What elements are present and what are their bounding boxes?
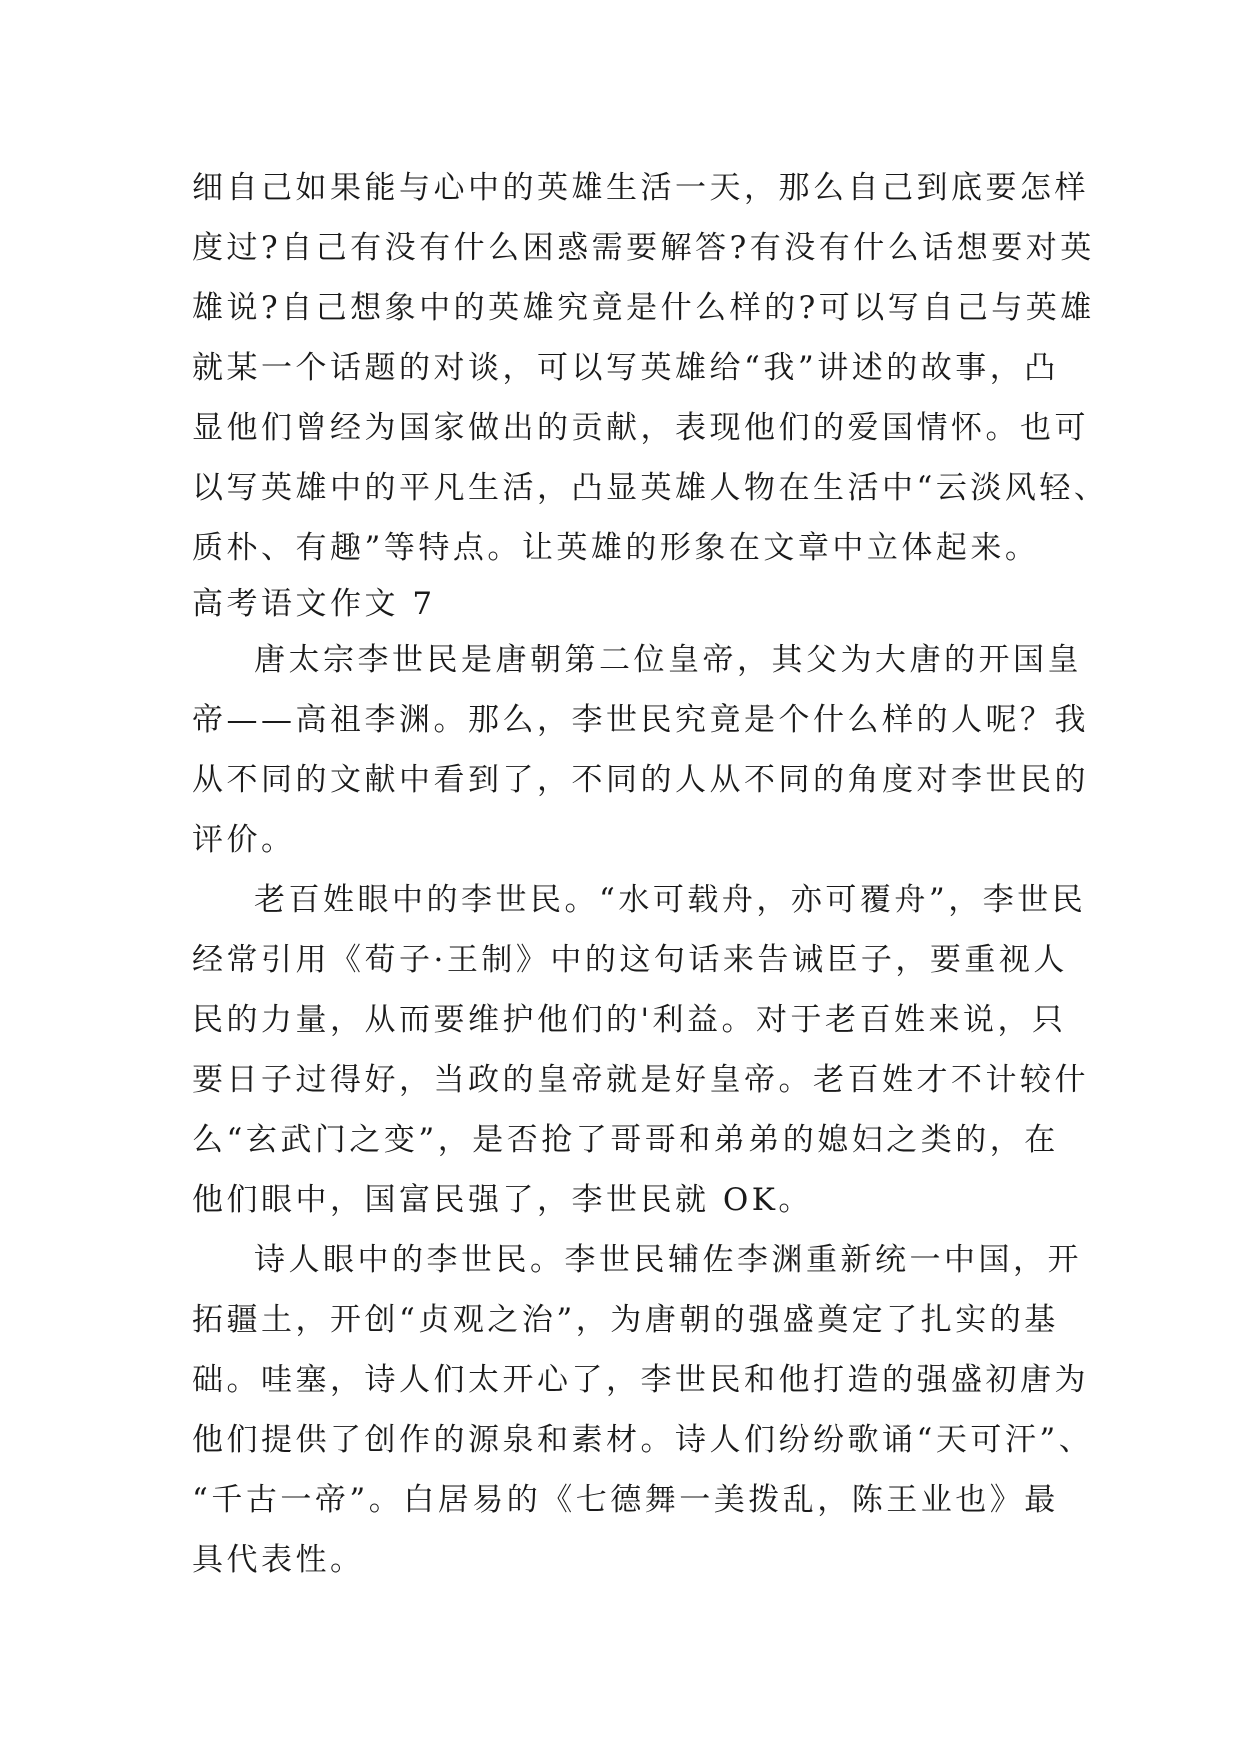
body-text-line: 从不同的文献中看到了，不同的人从不同的角度对李世民的	[192, 762, 1089, 798]
body-text-line: 度过?自己有没有什么困惑需要解答?有没有什么话想要对英	[192, 230, 1095, 266]
body-text-line: 他们提供了创作的源泉和素材。诗人们纷纷歌诵“天可汗”、	[192, 1422, 1094, 1458]
body-text-line: 显他们曾经为国家做出的贡献，表现他们的爱国情怀。也可	[192, 410, 1089, 446]
body-text-line: 以写英雄中的平凡生活，凸显英雄人物在生活中“云淡风轻、	[192, 470, 1109, 506]
body-text-line: 质朴、有趣”等特点。让英雄的形象在文章中立体起来。	[192, 530, 1040, 566]
body-text-line: 要日子过得好，当政的皇帝就是好皇帝。老百姓才不计较什	[192, 1062, 1089, 1098]
body-text-line: 么“玄武门之变”，是否抢了哥哥和弟弟的媳妇之类的，在	[192, 1122, 1059, 1158]
body-text-line: 础。哇塞，诗人们太开心了，李世民和他打造的强盛初唐为	[192, 1362, 1089, 1398]
body-text-line: 具代表性。	[192, 1542, 365, 1578]
body-text-line: 民的力量，从而要维护他们的'利益。对于老百姓来说，只	[192, 1002, 1067, 1038]
paragraph-first-line: 老百姓眼中的李世民。“水可载舟，亦可覆舟”，李世民	[254, 882, 1087, 918]
body-text-line: 他们眼中，国富民强了，李世民就 OK。	[192, 1182, 813, 1218]
body-text-line: 拓疆土，开创“贞观之治”，为唐朝的强盛奠定了扎实的基	[192, 1302, 1059, 1338]
body-text-line: 就某一个话题的对谈，可以写英雄给“我”讲述的故事，凸	[192, 350, 1059, 386]
body-text-line: “千古一帝”。白居易的《七德舞一美拨乱，陈王业也》最	[192, 1482, 1059, 1518]
body-text-line: 细自己如果能与心中的英雄生活一天，那么自己到底要怎样	[192, 170, 1089, 206]
body-text-line: 帝——高祖李渊。那么，李世民究竟是个什么样的人呢？我	[192, 702, 1089, 738]
body-text-line: 评价。	[192, 822, 296, 858]
body-text-line: 雄说?自己想象中的英雄究竟是什么样的?可以写自己与英雄	[192, 290, 1095, 326]
paragraph-first-line: 唐太宗李世民是唐朝第二位皇帝，其父为大唐的开国皇	[254, 642, 1082, 678]
paragraph-first-line: 诗人眼中的李世民。李世民辅佐李渊重新统一中国，开	[254, 1242, 1082, 1278]
body-text-line: 经常引用《荀子·王制》中的这句话来告诫臣子，要重视人	[192, 942, 1068, 978]
section-heading: 高考语文作文 7	[192, 586, 436, 622]
